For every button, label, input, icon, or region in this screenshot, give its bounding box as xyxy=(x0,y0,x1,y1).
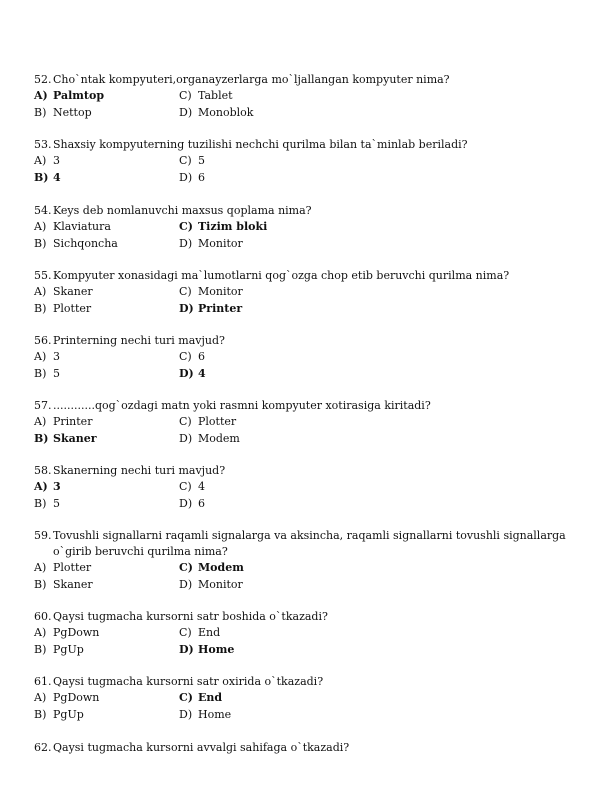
question-number: 62. xyxy=(34,741,52,754)
option-letter: D) xyxy=(179,577,193,591)
option-letter: C) xyxy=(179,350,192,363)
option-letter: D) xyxy=(179,366,194,380)
option-letter: B) xyxy=(34,707,47,721)
answer-option-correct xyxy=(179,642,379,659)
question-text xyxy=(34,528,594,560)
option-letter: D) xyxy=(179,707,193,721)
option-letter: D) xyxy=(179,496,193,510)
answer-option xyxy=(179,349,379,366)
answer-option xyxy=(34,560,179,577)
answer-option xyxy=(179,479,379,496)
option-text: 4 xyxy=(53,170,61,184)
question-body: Qaysi tugmacha kursorni satr boshida o`tkazadi? xyxy=(53,610,328,623)
question-body: Cho`ntak kompyuteri,organayzerlarga mo`ljallangan kompyuter nima? xyxy=(53,73,450,86)
question-body: Skanerning nechi turi mavjud? xyxy=(53,464,226,477)
question-body: Tovushli signallarni raqamli signalarga va aksincha, raqamli signallarni tovushli signallarga o`girib beruvchi qurilma nima? xyxy=(53,529,566,558)
option-text: Monitor xyxy=(198,236,243,250)
answer-option xyxy=(34,642,179,659)
question-body: Keys deb nomlanuvchi maxsus qoplama nima? xyxy=(53,204,312,217)
answer-options xyxy=(34,560,594,593)
answer-options xyxy=(34,414,594,447)
answer-options xyxy=(34,88,594,121)
option-text: 4 xyxy=(198,366,206,380)
option-letter: A) xyxy=(34,480,48,493)
option-text: PgUp xyxy=(53,642,84,656)
answer-option xyxy=(179,414,379,431)
answer-options xyxy=(34,349,594,382)
option-letter: C) xyxy=(179,220,193,233)
option-text: 3 xyxy=(53,350,60,363)
option-text: Plotter xyxy=(53,301,92,315)
question-number: 55. xyxy=(34,269,52,282)
option-text: 5 xyxy=(198,154,205,167)
question-number: 58. xyxy=(34,464,52,477)
option-letter: B) xyxy=(34,366,47,380)
question-number: 54. xyxy=(34,204,52,217)
answer-option xyxy=(34,105,179,122)
answer-option-correct xyxy=(179,301,379,318)
question-block xyxy=(34,463,594,512)
answer-options xyxy=(34,153,594,186)
question-block xyxy=(34,398,594,447)
answer-options xyxy=(34,284,594,317)
option-letter: D) xyxy=(179,431,193,445)
option-letter: D) xyxy=(179,170,193,184)
option-letter: B) xyxy=(34,170,49,184)
answer-option xyxy=(34,153,179,170)
question-block xyxy=(34,740,594,756)
answer-option xyxy=(179,625,379,642)
answer-option xyxy=(34,349,179,366)
option-letter: A) xyxy=(34,415,47,428)
question-number: 56. xyxy=(34,334,52,347)
option-letter: D) xyxy=(179,642,194,656)
option-text: End xyxy=(198,691,223,704)
option-text: 5 xyxy=(53,366,60,380)
option-letter: A) xyxy=(34,89,48,102)
question-number: 57. xyxy=(34,399,52,412)
answer-option xyxy=(34,219,179,236)
option-letter: A) xyxy=(34,561,47,574)
question-text xyxy=(34,398,594,414)
option-text: Skaner xyxy=(53,577,93,591)
answer-option xyxy=(179,707,379,724)
answer-option-correct xyxy=(34,431,179,448)
option-text: Plotter xyxy=(53,561,92,574)
option-letter: A) xyxy=(34,350,47,363)
option-letter: C) xyxy=(179,626,192,639)
option-letter: D) xyxy=(179,301,194,315)
option-text: Skaner xyxy=(53,285,93,298)
question-text xyxy=(34,333,594,349)
question-number: 53. xyxy=(34,138,52,151)
question-body: ............qog`ozdagi matn yoki rasmni kompyuter xotirasiga kiritadi? xyxy=(53,399,431,412)
answer-option xyxy=(179,496,379,513)
question-block xyxy=(34,72,594,121)
question-block xyxy=(34,609,594,658)
option-text: 5 xyxy=(53,496,60,510)
option-letter: B) xyxy=(34,642,47,656)
answer-option xyxy=(34,577,179,594)
question-block xyxy=(34,333,594,382)
question-block xyxy=(34,203,594,252)
option-text: 3 xyxy=(53,154,60,167)
option-text: Skaner xyxy=(53,431,97,445)
question-body: Kompyuter xonasidagi ma`lumotlarni qog`ozga chop etib beruvchi qurilma nima? xyxy=(53,269,510,282)
option-text: 3 xyxy=(53,480,61,493)
question-body: Shaxsiy kompyuterning tuzilishi nechchi qurilma bilan ta`minlab beriladi? xyxy=(53,138,468,151)
question-text xyxy=(34,674,594,690)
question-number: 61. xyxy=(34,675,52,688)
question-body: Printerning nechi turi mavjud? xyxy=(53,334,225,347)
answer-option xyxy=(34,236,179,253)
option-text: Printer xyxy=(198,301,243,315)
question-text xyxy=(34,203,594,219)
answer-options xyxy=(34,479,594,512)
question-text xyxy=(34,137,594,153)
question-text xyxy=(34,72,594,88)
question-number: 60. xyxy=(34,610,52,623)
answer-options xyxy=(34,690,594,723)
question-body: Qaysi tugmacha kursorni avvalgi sahifaga o`tkazadi? xyxy=(53,741,350,754)
option-text: Monoblok xyxy=(198,105,254,119)
option-text: Palmtop xyxy=(53,89,105,102)
option-text: PgDown xyxy=(53,691,100,704)
answer-option xyxy=(179,170,379,187)
answer-option xyxy=(179,88,379,105)
option-text: Printer xyxy=(53,415,93,428)
question-text xyxy=(34,463,594,479)
answer-option xyxy=(179,284,379,301)
answer-option xyxy=(179,236,379,253)
question-block xyxy=(34,268,594,317)
option-letter: D) xyxy=(179,105,193,119)
option-text: End xyxy=(198,626,221,639)
answer-option xyxy=(34,496,179,513)
option-letter: A) xyxy=(34,154,47,167)
option-letter: B) xyxy=(34,496,47,510)
question-body: Qaysi tugmacha kursorni satr oxirida o`tkazadi? xyxy=(53,675,324,688)
option-text: Plotter xyxy=(198,415,237,428)
answer-option-correct xyxy=(179,560,379,577)
answer-option xyxy=(34,414,179,431)
answer-option xyxy=(179,153,379,170)
option-text: 6 xyxy=(198,496,205,510)
option-letter: B) xyxy=(34,236,47,250)
question-text xyxy=(34,609,594,625)
answer-option xyxy=(34,707,179,724)
option-text: Sichqoncha xyxy=(53,236,118,250)
answer-option-correct xyxy=(179,219,379,236)
option-text: Tablet xyxy=(198,89,233,102)
option-text: 4 xyxy=(198,480,205,493)
answer-option xyxy=(34,366,179,383)
option-text: Modem xyxy=(198,561,244,574)
option-letter: C) xyxy=(179,415,192,428)
answer-option-correct xyxy=(34,479,179,496)
option-text: Home xyxy=(198,707,232,721)
answer-option xyxy=(34,690,179,707)
question-text xyxy=(34,268,594,284)
question-block xyxy=(34,528,594,593)
answer-option xyxy=(34,284,179,301)
answer-option-correct xyxy=(179,690,379,707)
question-block xyxy=(34,137,594,186)
option-text: Monitor xyxy=(198,285,243,298)
answer-option xyxy=(34,625,179,642)
option-letter: B) xyxy=(34,577,47,591)
question-number: 52. xyxy=(34,73,52,86)
option-text: PgDown xyxy=(53,626,100,639)
option-letter: C) xyxy=(179,480,192,493)
answer-options xyxy=(34,219,594,252)
question-number: 59. xyxy=(34,529,52,542)
option-text: Nettop xyxy=(53,105,92,119)
answer-option xyxy=(34,301,179,318)
question-block xyxy=(34,674,594,723)
option-letter: B) xyxy=(34,301,47,315)
answer-options xyxy=(34,625,594,658)
option-text: Monitor xyxy=(198,577,243,591)
option-text: Home xyxy=(198,642,235,656)
option-letter: B) xyxy=(34,431,49,445)
option-letter: A) xyxy=(34,626,47,639)
answer-option xyxy=(179,431,379,448)
option-text: PgUp xyxy=(53,707,84,721)
option-text: Tizim bloki xyxy=(198,220,268,233)
option-text: Klaviatura xyxy=(53,220,111,233)
option-letter: C) xyxy=(179,561,193,574)
question-text xyxy=(34,740,594,756)
answer-option xyxy=(179,105,379,122)
answer-option-correct xyxy=(179,366,379,383)
option-letter: C) xyxy=(179,691,193,704)
option-text: 6 xyxy=(198,350,205,363)
answer-option-correct xyxy=(34,170,179,187)
option-letter: A) xyxy=(34,285,47,298)
option-letter: D) xyxy=(179,236,193,250)
option-letter: C) xyxy=(179,89,192,102)
option-text: 6 xyxy=(198,170,205,184)
option-text: Modem xyxy=(198,431,240,445)
option-letter: B) xyxy=(34,105,47,119)
answer-option xyxy=(179,577,379,594)
option-letter: C) xyxy=(179,285,192,298)
answer-option-correct xyxy=(34,88,179,105)
option-letter: A) xyxy=(34,691,47,704)
option-letter: C) xyxy=(179,154,192,167)
option-letter: A) xyxy=(34,220,47,233)
